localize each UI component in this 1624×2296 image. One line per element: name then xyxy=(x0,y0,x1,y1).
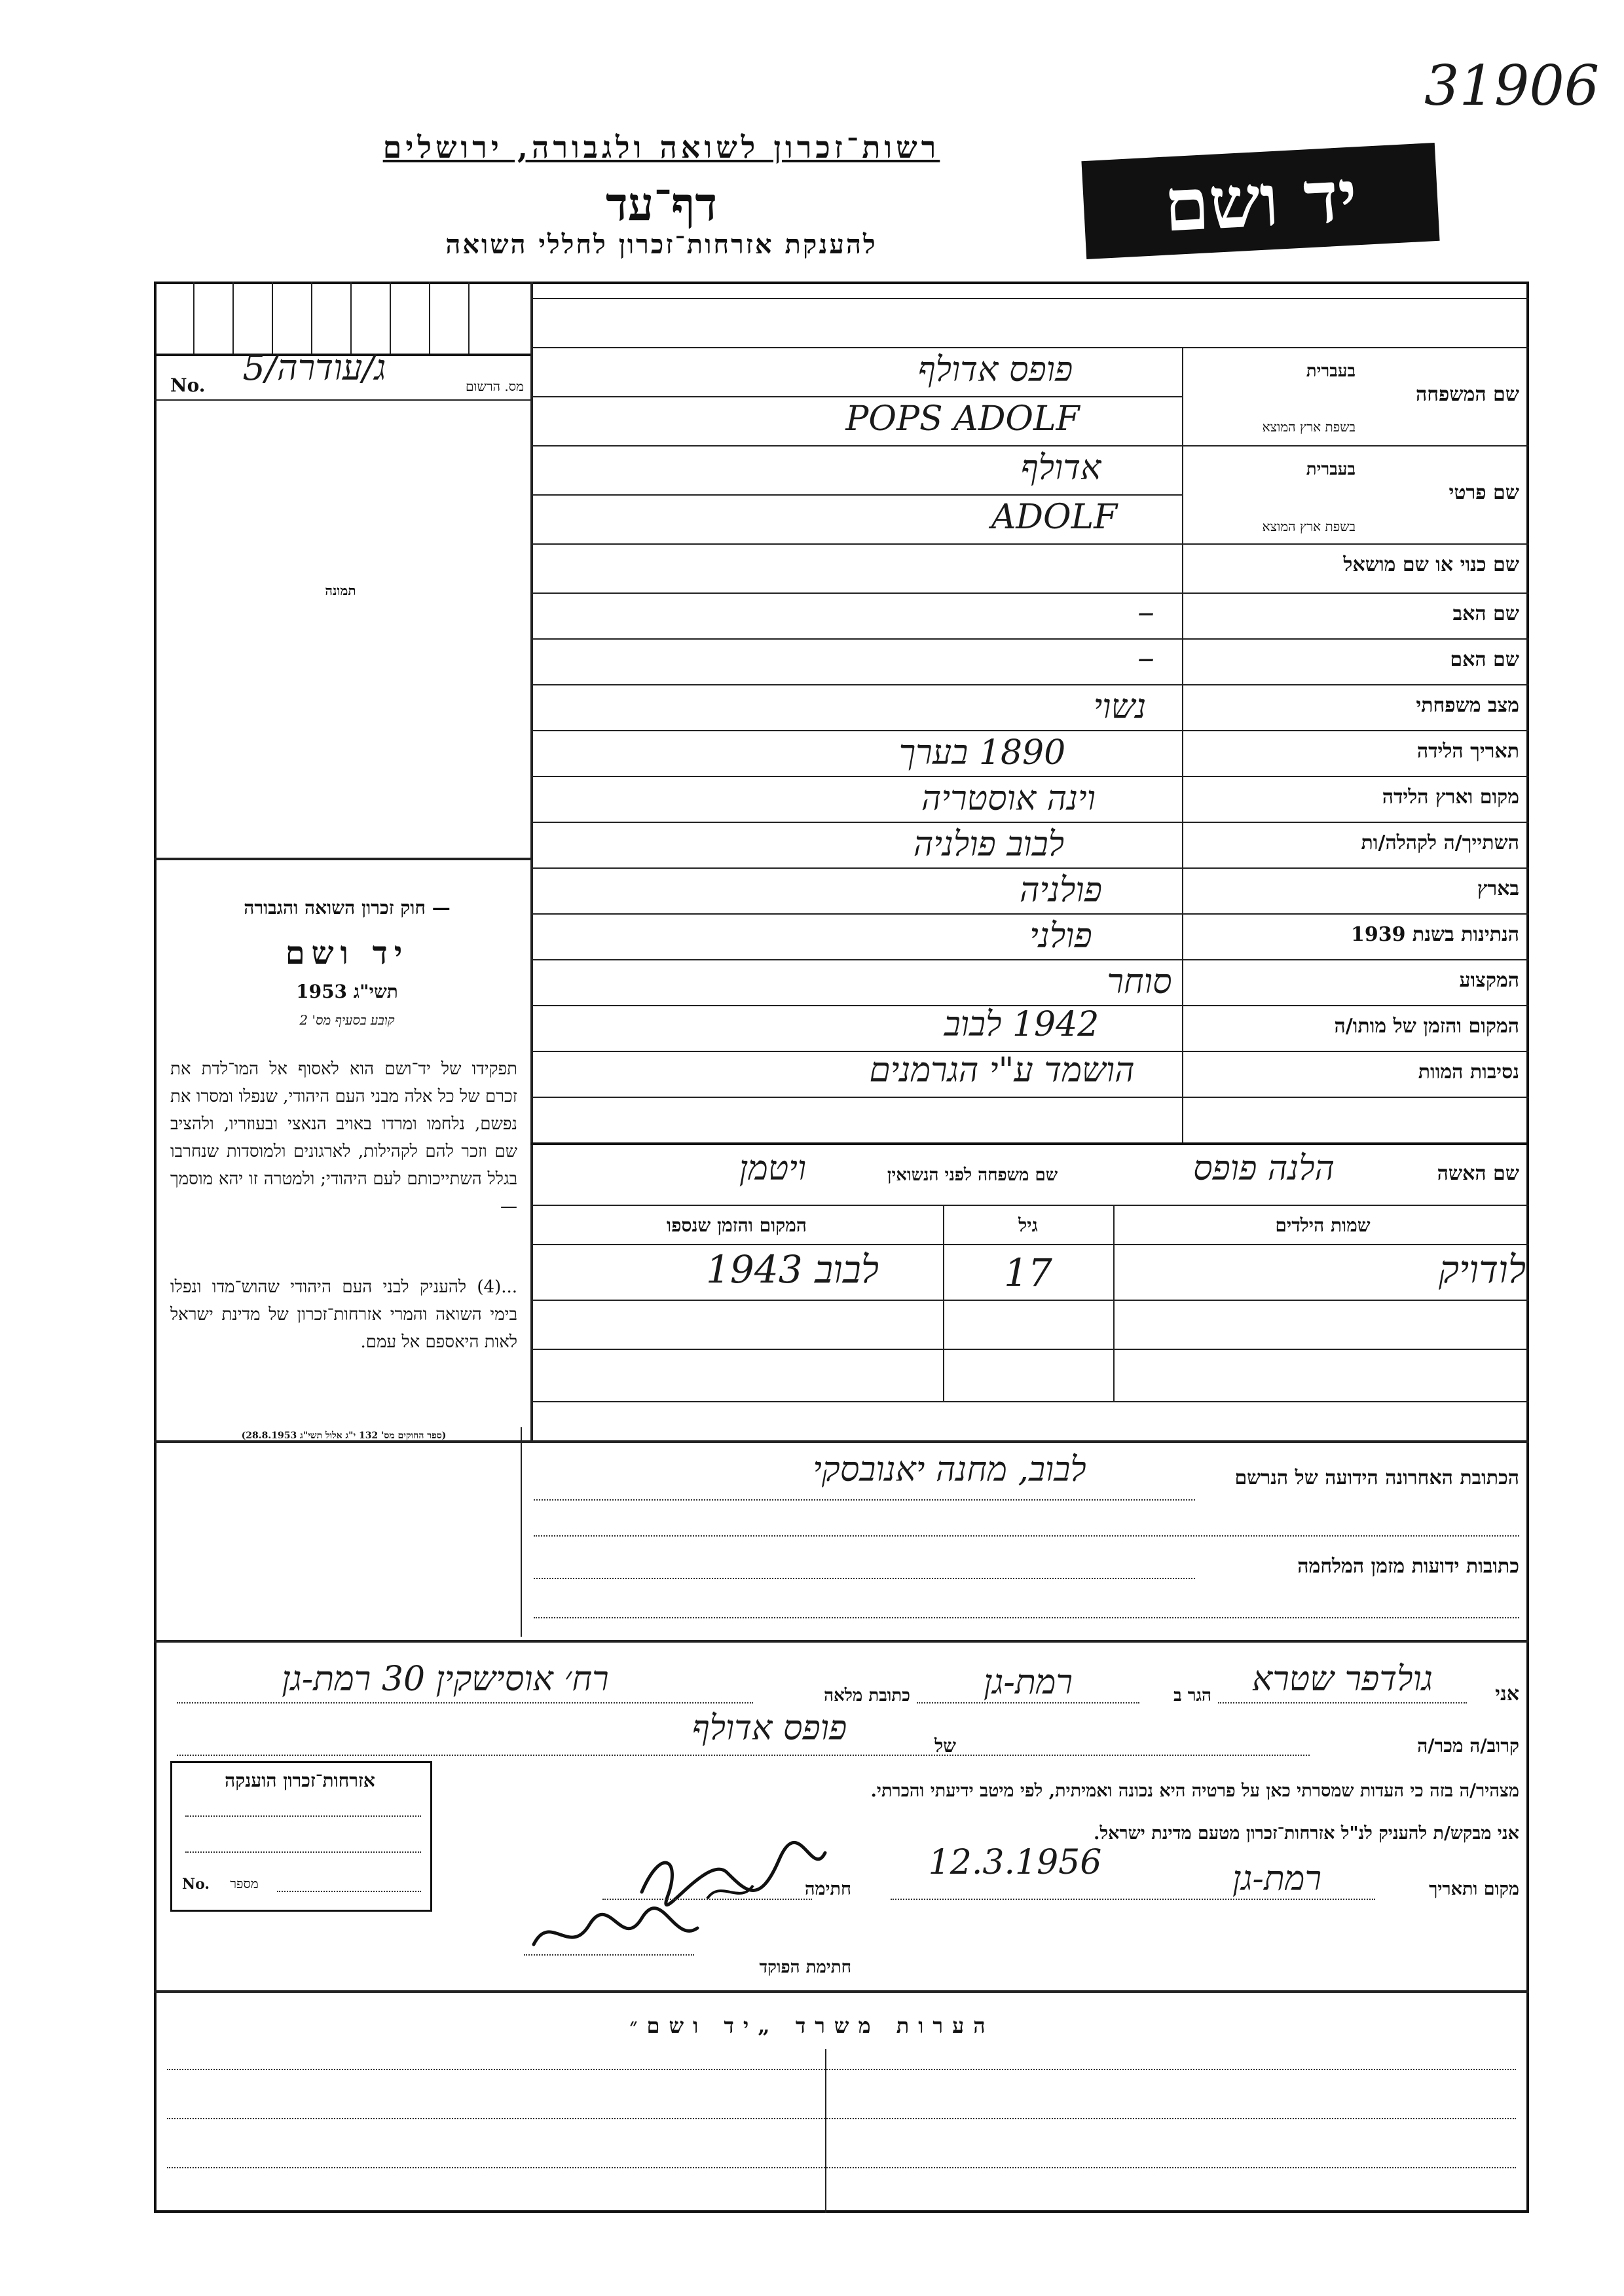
first-name-hebrew-label: בעברית xyxy=(1306,460,1356,479)
declarant-name: גולדפר שטרא xyxy=(1252,1660,1433,1699)
maiden-name-value: ויטמן xyxy=(739,1149,807,1188)
first-name-local-label: בשפת ארץ המוצא xyxy=(1262,519,1356,534)
resides-label: הגר ב xyxy=(1173,1686,1211,1705)
declarant-i-label: אני xyxy=(1495,1683,1519,1705)
father-value: – xyxy=(1137,592,1154,632)
citizenship-box-number-label: מספר xyxy=(230,1876,259,1891)
birth-place-label: מקום וארץ הלידה xyxy=(1382,786,1519,809)
relation-label: קרוב/ה מכר/ה xyxy=(1417,1735,1519,1757)
archive-number: 31906 xyxy=(1424,54,1600,118)
death-circumstances-label: נסיבות המוות xyxy=(1418,1061,1519,1084)
first-name-label: שם פרטי xyxy=(1449,481,1519,504)
death-place-time-label: המקום והזמן של מותו/ה xyxy=(1334,1015,1519,1038)
first-name-hebrew-value: אדולף xyxy=(1020,448,1101,488)
place-date-label: מקום ותאריך xyxy=(1429,1879,1519,1899)
community-label: השתייך/ה לקהלה/ות xyxy=(1361,831,1519,854)
full-address-value: רח׳ אוסישקין 30 רמת-גן xyxy=(282,1660,609,1699)
citizenship-label: הנתינות בשנת 1939 xyxy=(1350,923,1519,946)
children-names-header: שמות הילדים xyxy=(1275,1214,1371,1236)
law-body-2: ...(4) להעניק לבני העם היהודי שהוש־מדו ונפלו בימי השואה והמרי אזרחות־זכרון של מדינת ישראל לאות היאספם אל עמם. xyxy=(170,1277,517,1352)
law-clause: קובע בסעיף מס' 2 xyxy=(299,1012,395,1028)
full-address-label: כתובת מלאה xyxy=(824,1686,910,1705)
profession-value: סוחר xyxy=(1107,962,1172,1002)
of-value: פופס אדולף xyxy=(692,1709,847,1748)
wartime-address-label: כתובות ידועות מזמן המלחמה xyxy=(1297,1555,1519,1578)
child-name: לודויק xyxy=(1439,1247,1526,1292)
law-body-1: תפקידו של יד־ושם הוא לאסוף אל המו־לדת את זכרם של כל אלה מבני העם היהודי, שנפלו ומסרו את נפשם, נלחמו ומרדו באויב הנאצי ובעוזריו, ולהציב שם וזכר להם לקהילות, לארגונים ולמוסדות שנחרבו בגלל השתייכותם לעם היהודי; ולמטרה זו יהא מוסמך— xyxy=(170,1059,517,1216)
registration-value: ג/עודרה/5 xyxy=(242,347,386,388)
death-place-time-value: 1942 לבוב xyxy=(944,1005,1099,1044)
form-subtitle: להענקת אזרחות־זכרון לחללי השואה xyxy=(445,229,877,260)
form-title: דף־עד xyxy=(605,177,717,231)
country-value: פולניה xyxy=(1020,871,1102,910)
declaration-text: מצהיר/ה בזה כי העדות שמסרתי כאן על פרטיה היא נכונה ואמיתית, לפי מיטב ידיעתי והכרתי. xyxy=(870,1781,1519,1801)
child-age: 17 xyxy=(1004,1250,1052,1295)
last-address-value: לבוב, מחנה יאנובסקי xyxy=(813,1450,1086,1489)
citizenship-box-no: No. xyxy=(182,1876,210,1893)
father-label: שם האב xyxy=(1452,602,1519,625)
surname-local-label: בשפת ארץ המוצא xyxy=(1262,419,1356,435)
declaration-place: רמת-גן xyxy=(1232,1859,1322,1899)
officer-signature-label: חתימת הפוקד xyxy=(759,1958,851,1977)
marital-label: מצב משפחתי xyxy=(1416,694,1519,717)
surname-local-value: POPS ADOLF xyxy=(845,399,1080,439)
birth-date-value: 1890 בערך xyxy=(898,733,1066,773)
children-place-header: המקום והזמן שנספו xyxy=(667,1214,807,1236)
citizenship-value: פולני xyxy=(1029,917,1092,956)
of-label: של xyxy=(934,1735,956,1757)
request-text: אני מבקש/ת להעניק לנ"ל אזרחות־זכרון מטעם מדינת ישראל. xyxy=(1094,1823,1519,1844)
surname-label: שם המשפחה xyxy=(1415,383,1519,406)
wife-label: שם האשה xyxy=(1437,1162,1519,1185)
mother-value: – xyxy=(1137,638,1154,678)
marital-value: נשוי xyxy=(1093,687,1147,727)
wife-value: הלנה פופס xyxy=(1192,1149,1335,1188)
law-source: (ספר החוקים מס' 132 י"ג אלול תשי"ג 28.8.1953) xyxy=(241,1430,447,1441)
first-name-local-value: ADOLF xyxy=(991,498,1118,537)
nickname-label: שם כנוי או שם מושאל xyxy=(1343,553,1519,576)
yad-vashem-logo: יד ושם xyxy=(1081,143,1439,259)
maiden-name-label: שם משפחה לפני הנשואין xyxy=(887,1165,1058,1185)
law-year: תשי"ג 1953 xyxy=(296,981,398,1002)
country-label: בארץ xyxy=(1477,877,1519,900)
authority-name: רשות־זכרון לשואה ולגבורה, ירושלים xyxy=(382,130,940,165)
office-notes-title: הערות משרד „יד ושם״ xyxy=(629,2013,995,2038)
child-place-time: לבוב 1943 xyxy=(706,1247,879,1292)
law-heading: — חוק זכרון השואה והגבורה xyxy=(244,897,451,919)
mother-label: שם האם xyxy=(1450,648,1519,671)
declaration-date: 12.3.1956 xyxy=(928,1843,1102,1882)
registration-no-label: No. xyxy=(170,374,206,396)
signature-label: חתימה xyxy=(804,1879,851,1899)
photo-label: תמונה xyxy=(325,583,356,598)
death-circumstances-value: הושמד ע"י הגרמנים xyxy=(869,1051,1135,1090)
birth-date-label: תאריך הלידה xyxy=(1416,740,1519,763)
profession-label: המקצוע xyxy=(1459,969,1519,992)
law-name: יד ושם xyxy=(285,935,409,972)
community-value: לבוב פולניה xyxy=(913,825,1065,864)
registration-label: מס. הרשום xyxy=(465,378,524,394)
declarant-city: רמת-גן xyxy=(983,1663,1073,1702)
last-address-label: הכתובת האחרונה הידועה של הנרשם xyxy=(1234,1467,1519,1489)
surname-hebrew-value: פופס אדולף xyxy=(917,350,1073,390)
children-age-header: גיל xyxy=(1018,1214,1038,1236)
citizenship-box xyxy=(170,1761,432,1912)
birth-place-value: וינה אוסטריה xyxy=(921,779,1096,818)
surname-hebrew-label: בעברית xyxy=(1306,361,1356,381)
citizenship-box-title: אזרחות־זכרון הוענקה xyxy=(225,1770,375,1791)
